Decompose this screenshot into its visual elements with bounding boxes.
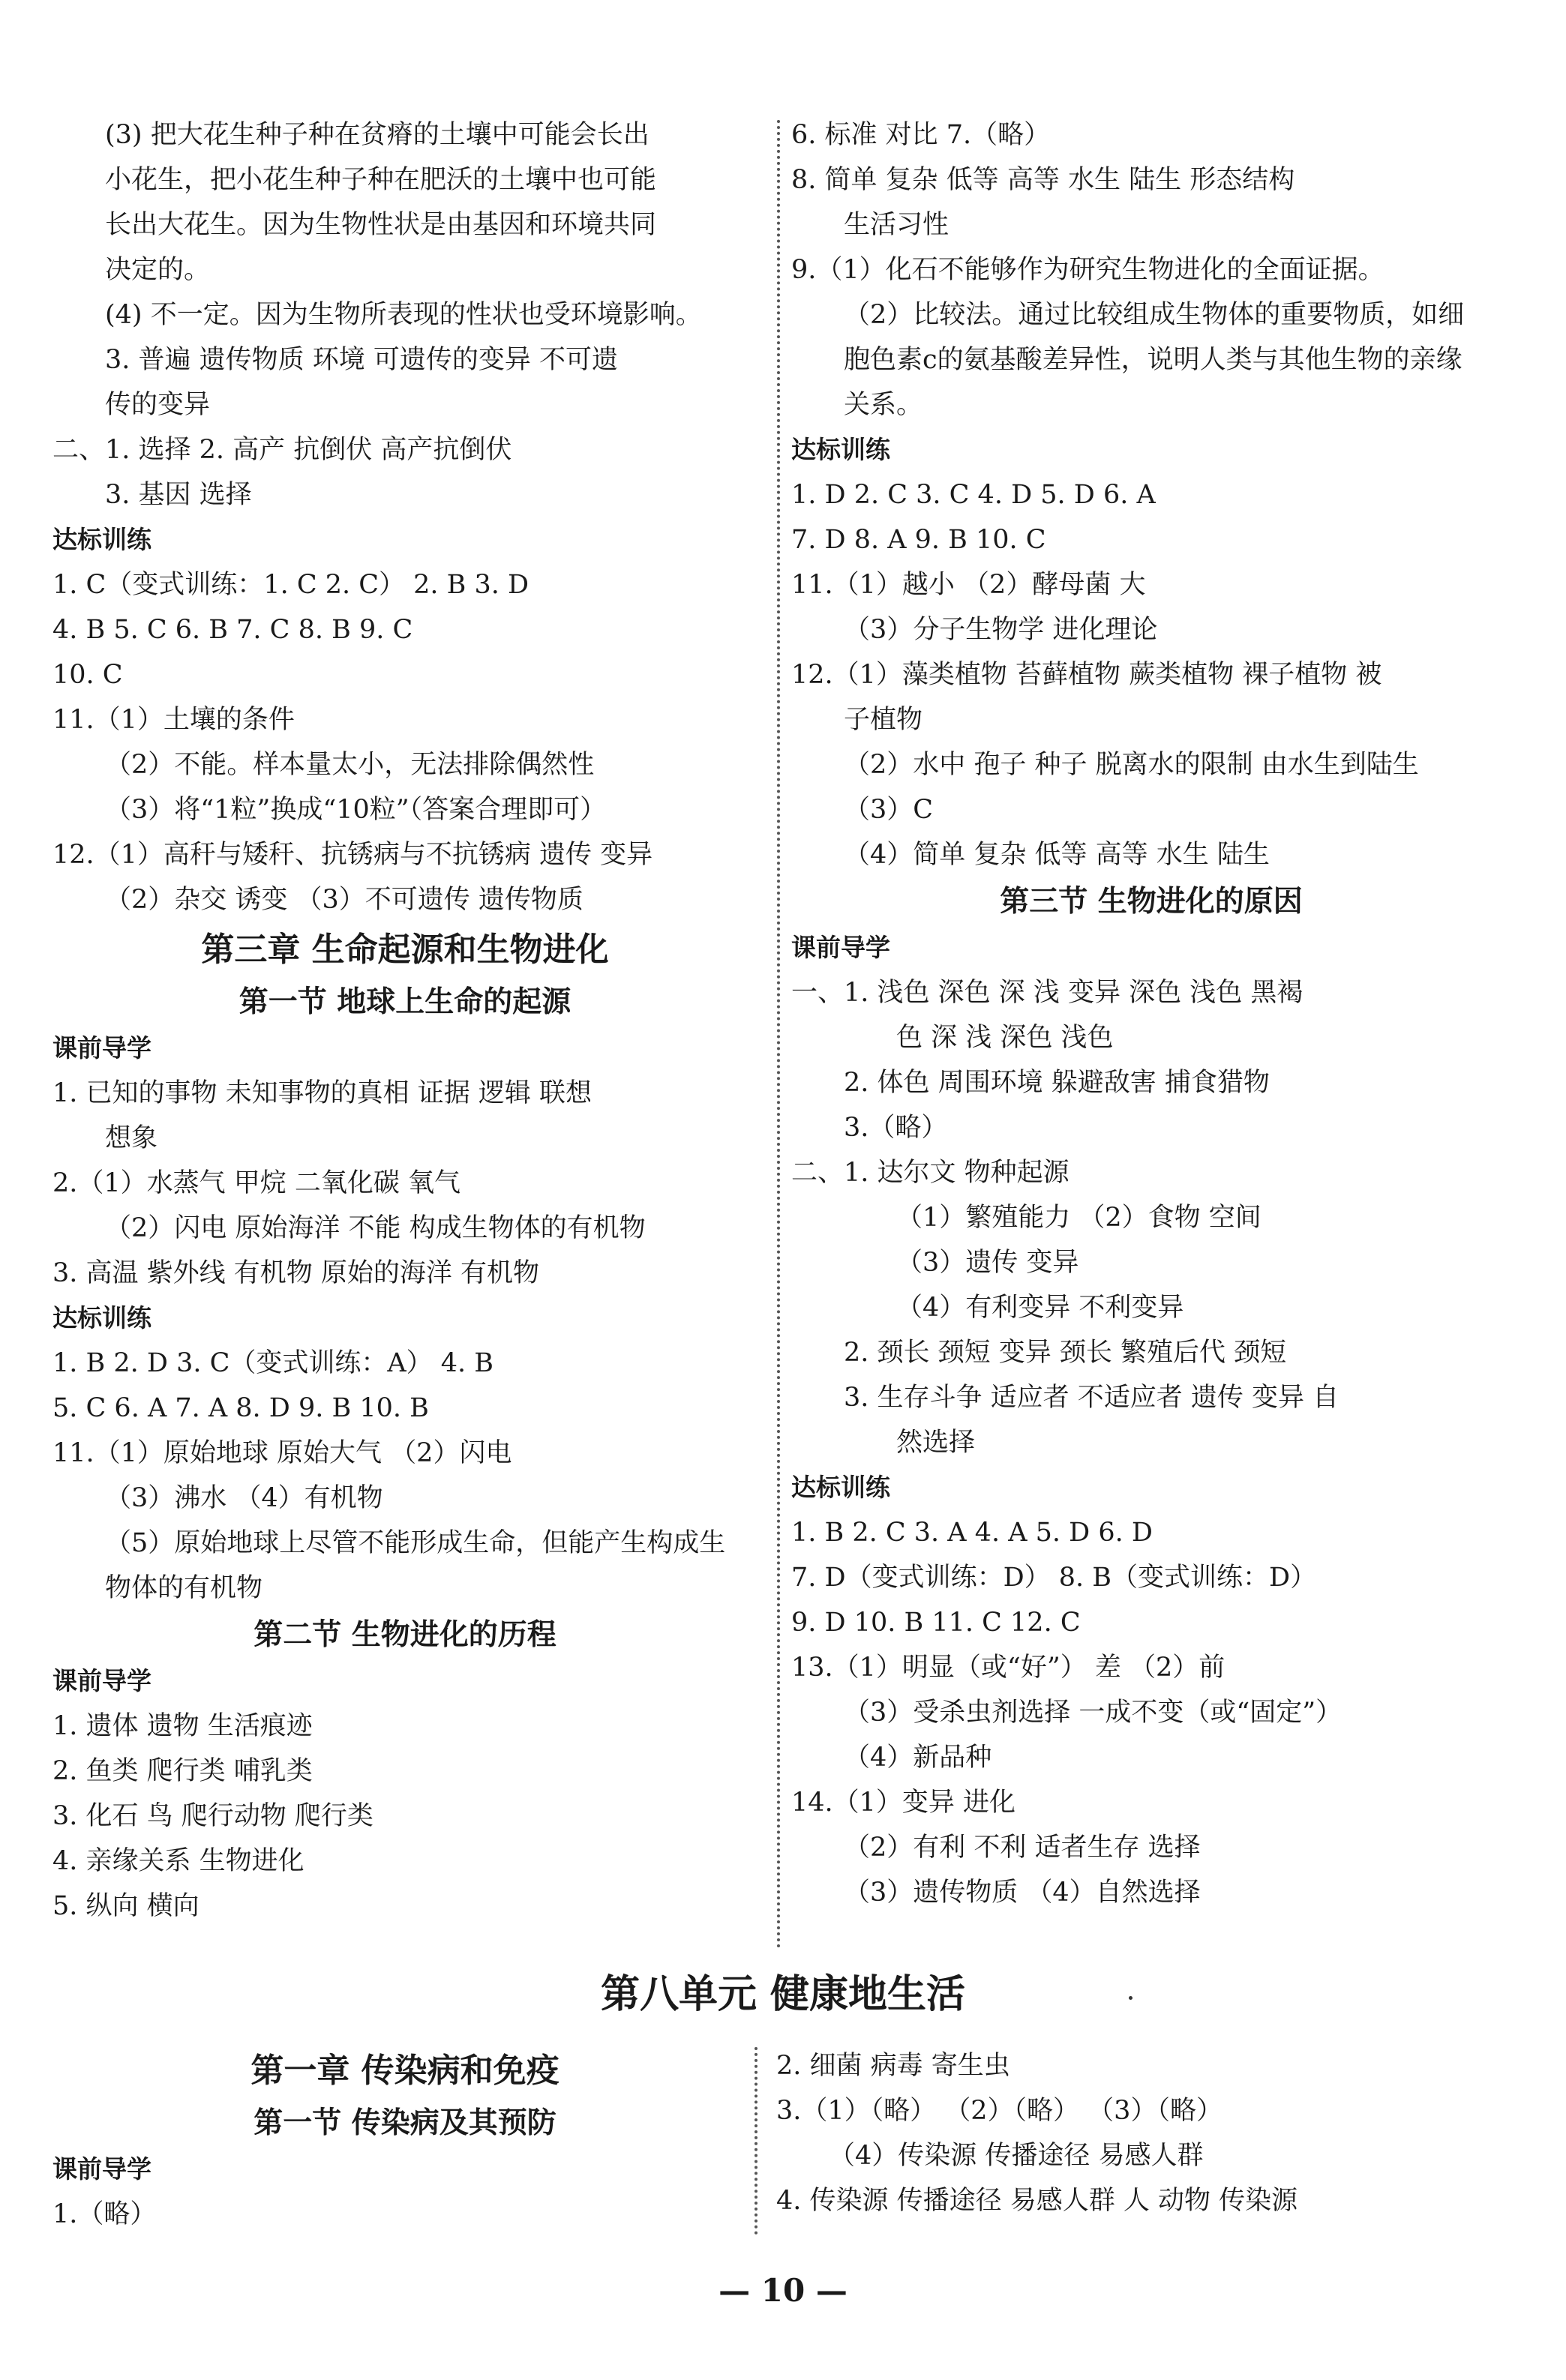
answer-line: （4）传染源 传播途径 易感人群 [829, 2141, 1204, 2171]
answer-line: 13.（1）明显（或“好”） 差 （2）前 [791, 1653, 1226, 1683]
answer-line: （2）不能。样本量太小，无法排除偶然性 [105, 750, 595, 780]
answer-line: （3）沸水 （4）有机物 [105, 1483, 383, 1513]
answer-line: （3）遗传物质 （4）自然选择 [844, 1878, 1201, 1908]
section-heading: 达标训练 [52, 525, 152, 554]
answer-line: 6. 标准 对比 7.（略） [791, 120, 1051, 150]
answer-line: (3) 把大花生种子种在贫瘠的土壤中可能会长出 [105, 120, 650, 150]
answer-line: 3. 普遍 遗传物质 环境 可遗传的变异 不可遗 [105, 345, 619, 375]
answer-line: 然选择 [896, 1428, 976, 1458]
section-title: 第一节 地球上生命的起源 [238, 985, 572, 1019]
answer-line: （3）遗传 变异 [896, 1248, 1079, 1278]
answer-line: 8. 简单 复杂 低等 高等 水生 陆生 形态结构 [791, 165, 1295, 195]
answer-line: 11.（1）土壤的条件 [52, 705, 295, 735]
answer-line: 色 深 浅 深色 浅色 [896, 1023, 1114, 1053]
answer-line: （2）闪电 原始海洋 不能 构成生物体的有机物 [105, 1213, 646, 1243]
answer-line: 11.（1）越小 （2）酵母菌 大 [791, 570, 1146, 600]
answer-line: （2）水中 孢子 种子 脱离水的限制 由水生到陆生 [844, 750, 1419, 780]
answer-line: 9.（1）化石不能够作为研究生物进化的全面证据。 [791, 255, 1384, 285]
section-heading: 达标训练 [52, 1303, 152, 1332]
section-title: 第一节 传染病及其预防 [254, 2106, 556, 2140]
answer-line: 1.（略） [52, 2199, 157, 2229]
answer-line: 2. 体色 周围环境 躲避敌害 捕食猎物 [844, 1068, 1270, 1098]
answer-line: 1. B 2. D 3. C（变式训练：A） 4. B [52, 1348, 494, 1378]
answer-line: （2）有利 不利 适者生存 选择 [844, 1833, 1201, 1863]
answer-line: 关系。 [844, 390, 923, 420]
answer-line: 10. C [52, 660, 123, 690]
section-title: 第三节 生物进化的原因 [1000, 884, 1303, 919]
answer-line: 小花生，把小花生种子种在肥沃的土壤中也可能 [105, 165, 657, 195]
answer-line: 决定的。 [105, 255, 211, 285]
answer-line: 1. 遗体 遗物 生活痕迹 [52, 1711, 313, 1741]
answer-line: 物体的有机物 [105, 1573, 263, 1603]
answer-line: 传的变异 [105, 390, 211, 420]
section-heading: 达标训练 [791, 1473, 890, 1502]
answer-line: 7. D 8. A 9. B 10. C [791, 525, 1046, 555]
answer-line: （4）简单 复杂 低等 高等 水生 陆生 [844, 840, 1270, 870]
answer-line: 12.（1）高秆与矮秆、抗锈病与不抗锈病 遗传 变异 [52, 840, 653, 870]
left-column-top [52, 112, 758, 1929]
section-heading: 课前导学 [52, 1033, 152, 1063]
answer-line: 3. 化石 鸟 爬行动物 爬行类 [52, 1801, 374, 1831]
answer-line: 5. C 6. A 7. A 8. D 9. B 10. B [52, 1393, 429, 1423]
right-column-bottom [776, 2043, 1511, 2223]
answer-line: 9. D 10. B 11. C 12. C [791, 1608, 1081, 1638]
answer-line: 12.（1）藻类植物 苔藓植物 蕨类植物 裸子植物 被 [791, 660, 1382, 690]
answer-line: 1. D 2. C 3. C 4. D 5. D 6. A [791, 480, 1156, 510]
answer-line: 14.（1）变异 进化 [791, 1788, 1016, 1818]
answer-line: （2）杂交 诱变 （3）不可遗传 遗传物质 [105, 885, 584, 915]
answer-line: 7. D（变式训练：D） 8. B（变式训练：D） [791, 1563, 1317, 1593]
section-heading: 课前导学 [791, 933, 890, 962]
answer-line: 子植物 [844, 705, 923, 735]
answer-line: 3. 生存斗争 适应者 不适应者 遗传 变异 自 [844, 1383, 1340, 1413]
answer-line: 4. B 5. C 6. B 7. C 8. B 9. C [52, 615, 413, 645]
answer-line: 2.（1）水蒸气 甲烷 二氧化碳 氧气 [52, 1168, 461, 1198]
answer-line: 1. B 2. C 3. A 4. A 5. D 6. D [791, 1518, 1153, 1548]
answer-line: 4. 传染源 传播途径 易感人群 人 动物 传染源 [776, 2186, 1298, 2216]
answer-line: 二、1. 选择 2. 高产 抗倒伏 高产抗倒伏 [52, 435, 512, 465]
answer-line: （5）原始地球上尽管不能形成生命，但能产生构成生 [105, 1528, 726, 1558]
answer-line: (4) 不一定。因为生物所表现的性状也受环境影响。 [105, 300, 702, 330]
answer-line: 二、1. 达尔文 物种起源 [791, 1158, 1070, 1188]
page-number: — 10 — [718, 2272, 848, 2309]
answer-line: （3）C [844, 795, 934, 825]
answer-line: （3）分子生物学 进化理论 [844, 615, 1158, 645]
answer-line: 1. C（变式训练：1. C 2. C） 2. B 3. D [52, 570, 530, 600]
answer-line: （3）将“1粒”换成“10粒”（答案合理即可） [105, 795, 607, 825]
section-heading: 达标训练 [791, 435, 890, 464]
chapter-title: 第三章 生命起源和生物进化 [201, 931, 609, 969]
section-heading: 课前导学 [52, 2154, 152, 2184]
answer-line: 2. 鱼类 爬行类 哺乳类 [52, 1756, 313, 1786]
answer-line: （4）新品种 [844, 1743, 992, 1773]
answer-line: 3. 高温 紫外线 有机物 原始的海洋 有机物 [52, 1258, 540, 1288]
answer-line: 11.（1）原始地球 原始大气 （2）闪电 [52, 1438, 512, 1468]
answer-line: 3.（略） [844, 1113, 948, 1143]
answer-line: 2. 细菌 病毒 寄生虫 [776, 2051, 1010, 2081]
dot-mark [1129, 1996, 1132, 2000]
answer-line: 4. 亲缘关系 生物进化 [52, 1846, 304, 1876]
left-column-bottom [52, 2043, 758, 2237]
answer-line: 想象 [105, 1123, 158, 1153]
unit-title: 第八单元 健康地生活 [600, 1971, 966, 2017]
answer-line: 生活习性 [844, 210, 950, 240]
answer-line: 一、1. 浅色 深色 深 浅 变异 深色 浅色 黑褐 [791, 978, 1304, 1008]
answer-line: 3.（1）（略） （2）（略） （3）（略） [776, 2096, 1222, 2126]
answer-line: 2. 颈长 颈短 变异 颈长 繁殖后代 颈短 [844, 1338, 1287, 1368]
answer-line: 3. 基因 选择 [105, 480, 252, 510]
answer-line: （1）繁殖能力 （2）食物 空间 [896, 1203, 1262, 1233]
right-column-top [791, 112, 1511, 1915]
answer-line: 5. 纵向 横向 [52, 1891, 200, 1921]
chapter-title: 第一章 传染病和免疫 [250, 2052, 560, 2090]
column-divider-top [777, 120, 780, 1950]
answer-line: 1. 已知的事物 未知事物的真相 证据 逻辑 联想 [52, 1078, 592, 1108]
column-divider-bottom [754, 2047, 758, 2235]
answer-line: （4）有利变异 不利变异 [896, 1293, 1184, 1323]
section-heading: 课前导学 [52, 1666, 152, 1695]
answer-line: 长出大花生。因为生物性状是由基因和环境共同 [105, 210, 657, 240]
answer-line: 胞色素c的氨基酸差异性，说明人类与其他生物的亲缘 [844, 345, 1462, 375]
section-title: 第二节 生物进化的历程 [254, 1617, 556, 1652]
answer-line: （2）比较法。通过比较组成生物体的重要物质，如细 [844, 300, 1465, 330]
answer-line: （3）受杀虫剂选择 一成不变（或“固定”） [844, 1698, 1342, 1728]
